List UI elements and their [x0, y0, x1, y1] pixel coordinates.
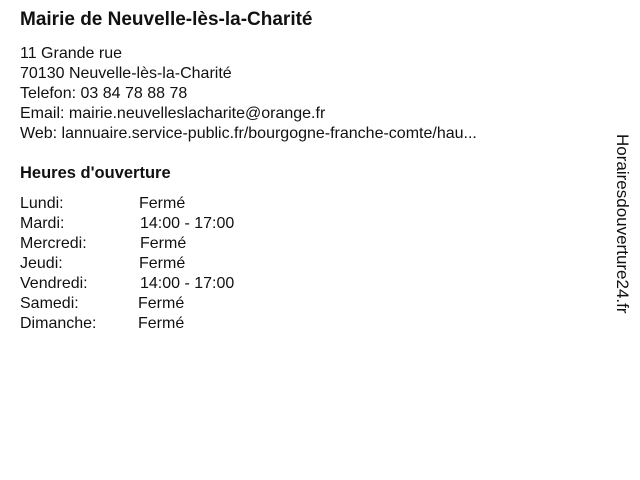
address-street: 11 Grande rue: [20, 45, 122, 62]
contact-block: [20, 44, 477, 144]
day-label: Vendredi:: [20, 275, 88, 292]
day-hours: Fermé: [139, 195, 186, 212]
day-label: Lundi:: [20, 195, 64, 212]
web-label: Web:: [20, 125, 58, 142]
page-title: Mairie de Neuvelle-lès-la-Charité: [20, 9, 313, 30]
email-line: [20, 104, 477, 124]
hours-heading: Heures d'ouverture: [20, 164, 171, 182]
day-hours: Fermé: [138, 315, 185, 332]
day-hours: Fermé: [139, 255, 186, 272]
day-hours: Fermé: [140, 235, 187, 252]
day-hours: 14:00 - 17:00: [140, 275, 235, 292]
day-hours: Fermé: [138, 295, 185, 312]
address-city: 70130 Neuvelle-lès-la-Charité: [20, 65, 232, 82]
site-watermark: Horairesdouverture24.fr: [613, 134, 632, 314]
web-link: lannuaire.service-public.fr/bourgogne-franche-comte/hau...: [61, 125, 477, 142]
phone-number: Telefon: 03 84 78 88 78: [20, 85, 188, 102]
email-label: Email:: [20, 105, 65, 122]
email-address: mairie.neuvelleslacharite@orange.fr: [68, 105, 326, 122]
day-label: Dimanche:: [20, 315, 97, 332]
day-label: Mardi:: [20, 215, 65, 232]
day-label: Mercredi:: [20, 235, 87, 252]
web-line: [20, 124, 477, 144]
day-label: Jeudi:: [20, 255, 63, 272]
day-label: Samedi:: [20, 295, 79, 312]
day-hours: 14:00 - 17:00: [140, 215, 235, 232]
